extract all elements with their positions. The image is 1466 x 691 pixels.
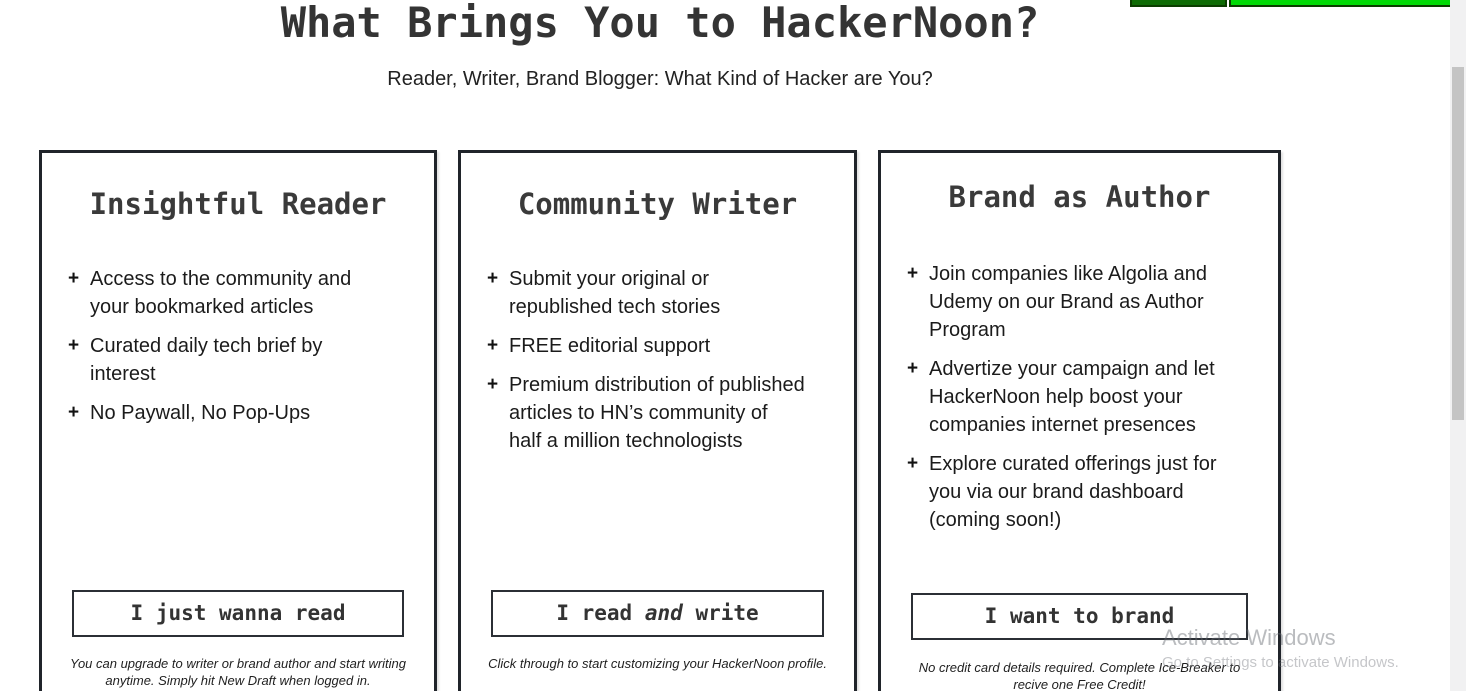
page-title: What Brings You to HackerNoon? bbox=[280, 0, 1040, 47]
bullet-item bbox=[68, 399, 408, 427]
vertical-scrollbar[interactable] bbox=[1450, 0, 1466, 691]
card-title: Insightful Reader bbox=[89, 187, 387, 221]
bullet-text: Advertize your campaign and let HackerNoon help boost your companies internet presences bbox=[929, 358, 1215, 436]
bullet-item bbox=[487, 371, 828, 455]
plus-icon: + bbox=[68, 268, 80, 289]
fine-print bbox=[62, 655, 414, 689]
bullet-list bbox=[487, 265, 828, 455]
fine-print-text: Click through to start customizing your HackerNoon profile. bbox=[488, 656, 827, 671]
plus-icon: + bbox=[907, 453, 919, 474]
button-label-part: write bbox=[682, 601, 759, 625]
bullet-item bbox=[487, 265, 828, 321]
bullet-item bbox=[907, 355, 1252, 439]
bullet-text: Premium distribution of published articles to HN’s community of half a million technologists bbox=[509, 374, 805, 452]
plus-icon: + bbox=[68, 335, 80, 356]
bullet-item bbox=[487, 332, 828, 360]
fine-print-text: No credit card details required. Complete Ice-Breaker to recive one Free Credit! bbox=[918, 660, 1241, 691]
bullet-text: Curated daily tech brief by interest bbox=[90, 335, 323, 385]
card-brand-as-author bbox=[878, 150, 1281, 691]
bullet-text: FREE editorial support bbox=[509, 335, 711, 357]
just-wanna-read-button[interactable]: I just wanna read bbox=[72, 590, 404, 637]
page-subtitle: Reader, Writer, Brand Blogger: What Kind of Hacker are You? bbox=[387, 68, 933, 90]
bullet-item bbox=[907, 260, 1252, 344]
card-title: Brand as Author bbox=[948, 180, 1211, 214]
plus-icon: + bbox=[487, 335, 499, 356]
bullet-text: Submit your original or republished tech stories bbox=[509, 268, 721, 318]
bullet-text: No Paywall, No Pop-Ups bbox=[90, 402, 311, 424]
bullet-list bbox=[907, 260, 1252, 534]
plus-icon: + bbox=[487, 268, 499, 289]
fine-print-text: You can upgrade to writer or brand author and start writing anytime. Simply hit New Draft when logged in. bbox=[69, 656, 407, 688]
bullet-text: Explore curated offerings just for you via our brand dashboard (coming soon!) bbox=[929, 453, 1217, 531]
watermark-line2: Go to Settings to activate Windows. bbox=[1162, 654, 1399, 671]
plus-icon: + bbox=[907, 263, 919, 284]
cards-row bbox=[39, 150, 1281, 691]
plus-icon: + bbox=[907, 358, 919, 379]
plus-icon: + bbox=[68, 402, 80, 423]
card-community-writer bbox=[458, 150, 857, 691]
card-title: Community Writer bbox=[517, 187, 798, 221]
bullet-item bbox=[68, 265, 408, 321]
bullet-text: Join companies like Algolia and Udemy on our Brand as Author Program bbox=[929, 263, 1207, 341]
plus-icon: + bbox=[487, 374, 499, 395]
card-insightful-reader bbox=[39, 150, 437, 691]
fine-print bbox=[901, 659, 1258, 691]
button-label-italic: and bbox=[644, 601, 683, 625]
want-to-brand-button[interactable]: I want to brand bbox=[911, 593, 1248, 640]
read-and-write-button[interactable] bbox=[491, 590, 824, 637]
watermark-line1: Activate Windows bbox=[1162, 625, 1336, 650]
bullet-list bbox=[68, 265, 408, 427]
scrollbar-thumb[interactable] bbox=[1452, 67, 1464, 420]
bullet-item bbox=[68, 332, 408, 388]
fine-print bbox=[481, 655, 834, 672]
bullet-item bbox=[907, 450, 1252, 534]
bullet-text: Access to the community and your bookmarked articles bbox=[90, 268, 352, 318]
button-label-part: I read bbox=[556, 601, 645, 625]
